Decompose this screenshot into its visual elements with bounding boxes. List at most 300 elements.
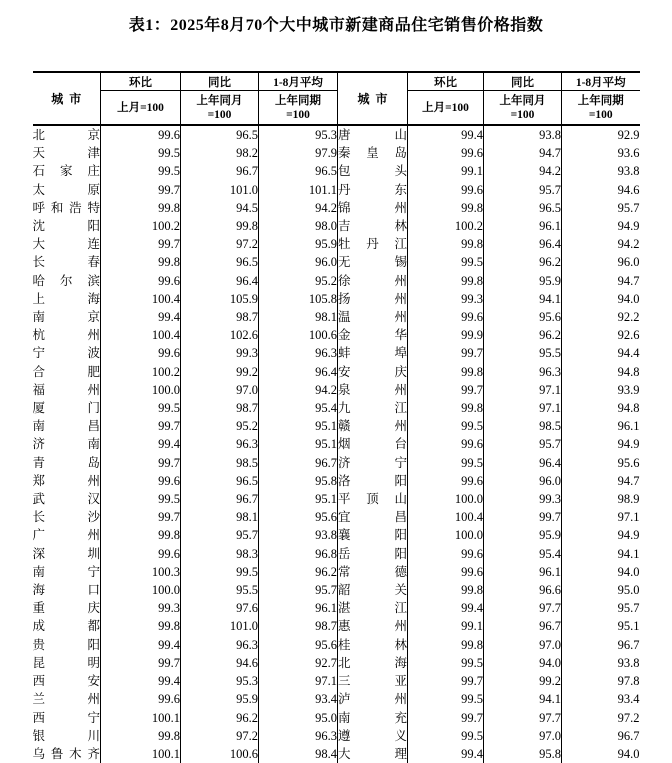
table-row — [33, 599, 640, 617]
avg-value-left: 95.1 — [259, 435, 338, 453]
table-row — [33, 745, 640, 763]
avg-value-right: 93.8 — [617, 164, 640, 179]
mom-value-right: 100.0 — [408, 526, 484, 544]
city-name-left: 北京 — [33, 125, 101, 144]
table-row — [33, 454, 640, 472]
mom-value-right: 99.8 — [408, 581, 484, 599]
yoy-value-left: 96.7 — [181, 490, 259, 508]
city-name-left: 乌鲁木齐 — [33, 745, 101, 763]
avg-value-right: 95.6 — [617, 455, 640, 470]
city-name-left: 西安 — [33, 672, 101, 690]
yoy-value-left: 101.0 — [181, 617, 259, 635]
table-row — [33, 308, 640, 326]
table-row — [33, 181, 640, 199]
avg-value-left: 92.7 — [259, 654, 338, 672]
city-name-left: 青岛 — [33, 454, 101, 472]
city-name-left: 郑州 — [33, 472, 101, 490]
yoy-value-left: 100.6 — [181, 745, 259, 763]
avg-value-left: 95.7 — [259, 581, 338, 599]
header-yoy-left: 同比 — [181, 72, 259, 91]
avg-value-left: 95.9 — [259, 235, 338, 253]
table-row — [33, 272, 640, 290]
table-row — [33, 162, 640, 180]
avg-value-left: 101.1 — [259, 181, 338, 199]
table-row — [33, 399, 640, 417]
avg-value-left: 98.7 — [259, 617, 338, 635]
avg-value-right: 94.0 — [617, 746, 640, 761]
header-avg-base-right: 上年同期 =100 — [562, 91, 640, 126]
avg-value-left: 96.3 — [259, 727, 338, 745]
city-name-right: 三亚 — [338, 672, 408, 690]
table-row — [33, 344, 640, 362]
mom-value-left: 99.4 — [101, 435, 181, 453]
header-row-base — [33, 91, 640, 126]
avg-value-right: 92.2 — [617, 310, 640, 325]
yoy-value-right: 97.0 — [484, 727, 562, 745]
avg-value-left: 97.1 — [259, 672, 338, 690]
mom-value-right: 99.4 — [408, 125, 484, 144]
yoy-value-left: 98.2 — [181, 144, 259, 162]
yoy-value-right: 97.7 — [484, 599, 562, 617]
mom-value-left: 99.8 — [101, 199, 181, 217]
avg-value-left: 94.2 — [259, 381, 338, 399]
yoy-value-right: 94.1 — [484, 690, 562, 708]
city-name-right: 包头 — [338, 162, 408, 180]
table-row — [33, 636, 640, 654]
avg-value-right: 98.9 — [617, 492, 640, 507]
city-name-right: 无锡 — [338, 253, 408, 271]
city-name-left: 武汉 — [33, 490, 101, 508]
yoy-value-left: 96.5 — [181, 253, 259, 271]
yoy-value-left: 96.2 — [181, 709, 259, 727]
price-index-table — [33, 71, 640, 763]
avg-value-right: 94.4 — [617, 346, 640, 361]
table-row — [33, 727, 640, 745]
avg-value-left: 95.6 — [259, 636, 338, 654]
city-name-left: 海口 — [33, 581, 101, 599]
header-avg-left: 1-8月平均 — [259, 72, 338, 91]
city-name-right: 吉林 — [338, 217, 408, 235]
yoy-value-right: 96.1 — [484, 563, 562, 581]
yoy-value-right: 96.3 — [484, 363, 562, 381]
yoy-value-left: 98.3 — [181, 545, 259, 563]
city-name-right: 唐山 — [338, 125, 408, 144]
mom-value-left: 99.7 — [101, 654, 181, 672]
mom-value-left: 99.5 — [101, 162, 181, 180]
table-row — [33, 581, 640, 599]
yoy-value-right: 96.1 — [484, 217, 562, 235]
header-avg-right: 1-8月平均 — [562, 72, 640, 91]
avg-value-right: 94.9 — [617, 219, 640, 234]
city-name-right: 常德 — [338, 563, 408, 581]
city-name-right: 扬州 — [338, 290, 408, 308]
avg-value-left: 98.1 — [259, 308, 338, 326]
yoy-value-right: 95.9 — [484, 526, 562, 544]
table-row — [33, 472, 640, 490]
city-name-left: 天津 — [33, 144, 101, 162]
table-row — [33, 417, 640, 435]
city-name-left: 银川 — [33, 727, 101, 745]
avg-value-right: 94.6 — [617, 182, 640, 197]
avg-value-right: 94.7 — [617, 473, 640, 488]
yoy-value-right: 96.0 — [484, 472, 562, 490]
mom-value-left: 100.4 — [101, 326, 181, 344]
city-name-right: 烟台 — [338, 435, 408, 453]
avg-value-left: 95.1 — [259, 490, 338, 508]
yoy-value-right: 99.7 — [484, 508, 562, 526]
avg-value-right: 95.7 — [617, 200, 640, 215]
avg-value-right: 96.1 — [617, 419, 640, 434]
city-name-left: 南昌 — [33, 417, 101, 435]
city-name-right: 金华 — [338, 326, 408, 344]
table-row — [33, 253, 640, 271]
table-row — [33, 690, 640, 708]
city-name-right: 九江 — [338, 399, 408, 417]
city-name-left: 石家庄 — [33, 162, 101, 180]
table-row — [33, 709, 640, 727]
yoy-value-right: 94.0 — [484, 654, 562, 672]
city-name-left: 昆明 — [33, 654, 101, 672]
mom-value-left: 99.3 — [101, 599, 181, 617]
yoy-value-right: 94.1 — [484, 290, 562, 308]
yoy-value-left: 95.3 — [181, 672, 259, 690]
mom-value-left: 99.6 — [101, 545, 181, 563]
city-name-right: 遵义 — [338, 727, 408, 745]
mom-value-right: 99.5 — [408, 727, 484, 745]
avg-value-right: 94.8 — [617, 364, 640, 379]
mom-value-left: 99.6 — [101, 125, 181, 144]
mom-value-right: 99.1 — [408, 617, 484, 635]
yoy-value-left: 96.5 — [181, 472, 259, 490]
city-name-right: 锦州 — [338, 199, 408, 217]
yoy-value-left: 98.7 — [181, 399, 259, 417]
yoy-value-left: 99.2 — [181, 363, 259, 381]
mom-value-right: 99.6 — [408, 545, 484, 563]
city-name-right: 大理 — [338, 745, 408, 763]
avg-value-right: 96.0 — [617, 255, 640, 270]
city-name-left: 长沙 — [33, 508, 101, 526]
yoy-value-right: 94.2 — [484, 162, 562, 180]
avg-value-right: 94.2 — [617, 237, 640, 252]
mom-value-right: 99.6 — [408, 144, 484, 162]
city-name-left: 杭州 — [33, 326, 101, 344]
yoy-value-left: 95.7 — [181, 526, 259, 544]
yoy-value-left: 98.7 — [181, 308, 259, 326]
mom-value-left: 100.3 — [101, 563, 181, 581]
yoy-value-left: 98.1 — [181, 508, 259, 526]
table-row — [33, 654, 640, 672]
city-name-right: 牡丹江 — [338, 235, 408, 253]
city-name-right: 南充 — [338, 709, 408, 727]
mom-value-left: 99.5 — [101, 399, 181, 417]
mom-value-right: 99.8 — [408, 636, 484, 654]
yoy-value-right: 95.9 — [484, 272, 562, 290]
mom-value-right: 99.5 — [408, 690, 484, 708]
mom-value-right: 99.8 — [408, 399, 484, 417]
avg-value-right: 97.2 — [617, 710, 640, 725]
city-name-left: 宁波 — [33, 344, 101, 362]
yoy-value-left: 98.5 — [181, 454, 259, 472]
yoy-value-right: 96.2 — [484, 253, 562, 271]
yoy-value-left: 97.6 — [181, 599, 259, 617]
avg-value-left: 95.2 — [259, 272, 338, 290]
mom-value-right: 99.3 — [408, 290, 484, 308]
mom-value-right: 99.4 — [408, 599, 484, 617]
city-name-right: 徐州 — [338, 272, 408, 290]
yoy-value-right: 97.1 — [484, 399, 562, 417]
mom-value-right: 100.4 — [408, 508, 484, 526]
table-row — [33, 381, 640, 399]
avg-value-right: 94.0 — [617, 564, 640, 579]
table-row — [33, 144, 640, 162]
avg-value-right: 95.1 — [617, 619, 640, 634]
mom-value-right: 99.7 — [408, 344, 484, 362]
avg-value-left: 96.2 — [259, 563, 338, 581]
city-name-right: 蚌埠 — [338, 344, 408, 362]
table-row — [33, 563, 640, 581]
yoy-value-left: 97.2 — [181, 235, 259, 253]
yoy-value-right: 94.7 — [484, 144, 562, 162]
mom-value-right: 99.1 — [408, 162, 484, 180]
mom-value-left: 100.1 — [101, 745, 181, 763]
city-name-right: 韶关 — [338, 581, 408, 599]
yoy-value-left: 102.6 — [181, 326, 259, 344]
avg-value-left: 97.9 — [259, 144, 338, 162]
yoy-value-right: 96.5 — [484, 199, 562, 217]
avg-value-right: 96.7 — [617, 637, 640, 652]
mom-value-left: 100.0 — [101, 381, 181, 399]
city-name-left: 呼和浩特 — [33, 199, 101, 217]
yoy-value-right: 98.5 — [484, 417, 562, 435]
mom-value-left: 99.7 — [101, 508, 181, 526]
city-name-right: 湛江 — [338, 599, 408, 617]
header-city-left: 城市 — [33, 72, 101, 125]
city-name-right: 桂林 — [338, 636, 408, 654]
avg-value-right: 93.9 — [617, 382, 640, 397]
table-row — [33, 617, 640, 635]
table-row — [33, 363, 640, 381]
avg-value-left: 98.0 — [259, 217, 338, 235]
avg-value-left: 96.7 — [259, 454, 338, 472]
mom-value-left: 99.8 — [101, 526, 181, 544]
avg-value-left: 105.8 — [259, 290, 338, 308]
avg-value-left: 96.1 — [259, 599, 338, 617]
yoy-value-left: 96.7 — [181, 162, 259, 180]
avg-value-left: 100.6 — [259, 326, 338, 344]
yoy-value-right: 99.3 — [484, 490, 562, 508]
table-row — [33, 326, 640, 344]
mom-value-right: 99.5 — [408, 454, 484, 472]
yoy-value-left: 99.5 — [181, 563, 259, 581]
avg-value-left: 96.4 — [259, 363, 338, 381]
table-row — [33, 508, 640, 526]
city-name-right: 赣州 — [338, 417, 408, 435]
table-row — [33, 199, 640, 217]
avg-value-left: 96.5 — [259, 162, 338, 180]
table-row — [33, 235, 640, 253]
city-name-left: 长春 — [33, 253, 101, 271]
yoy-value-right: 95.5 — [484, 344, 562, 362]
city-name-left: 成都 — [33, 617, 101, 635]
city-name-left: 合肥 — [33, 363, 101, 381]
city-name-left: 沈阳 — [33, 217, 101, 235]
mom-value-left: 100.2 — [101, 363, 181, 381]
table-row — [33, 435, 640, 453]
mom-value-left: 99.6 — [101, 344, 181, 362]
avg-value-left: 93.8 — [259, 526, 338, 544]
city-name-right: 济宁 — [338, 454, 408, 472]
mom-value-left: 99.8 — [101, 727, 181, 745]
table-row — [33, 290, 640, 308]
header-yoy-base-right: 上年同月 =100 — [484, 91, 562, 126]
avg-value-right: 97.1 — [617, 510, 640, 525]
yoy-value-left: 96.3 — [181, 435, 259, 453]
mom-value-right: 99.8 — [408, 272, 484, 290]
mom-value-right: 99.5 — [408, 417, 484, 435]
city-name-right: 平顶山 — [338, 490, 408, 508]
yoy-value-left: 97.0 — [181, 381, 259, 399]
city-name-left: 太原 — [33, 181, 101, 199]
yoy-value-right: 96.7 — [484, 617, 562, 635]
city-name-right: 安庆 — [338, 363, 408, 381]
yoy-value-left: 95.9 — [181, 690, 259, 708]
header-mom-left: 环比 — [101, 72, 181, 91]
avg-value-left: 95.8 — [259, 472, 338, 490]
yoy-value-left: 95.5 — [181, 581, 259, 599]
yoy-value-right: 96.6 — [484, 581, 562, 599]
yoy-value-right: 93.8 — [484, 125, 562, 144]
city-name-left: 广州 — [33, 526, 101, 544]
header-avg-base-left: 上年同期 =100 — [259, 91, 338, 126]
city-name-right: 北海 — [338, 654, 408, 672]
avg-value-right: 93.8 — [617, 655, 640, 670]
yoy-value-left: 97.2 — [181, 727, 259, 745]
avg-value-left: 95.0 — [259, 709, 338, 727]
avg-value-right: 93.6 — [617, 146, 640, 161]
city-name-right: 岳阳 — [338, 545, 408, 563]
mom-value-left: 99.7 — [101, 235, 181, 253]
avg-value-right: 94.8 — [617, 401, 640, 416]
city-name-left: 贵阳 — [33, 636, 101, 654]
table-title: 表1：2025年8月70个大中城市新建商品住宅销售价格指数 — [128, 17, 544, 34]
yoy-value-right: 99.2 — [484, 672, 562, 690]
city-name-right: 宜昌 — [338, 508, 408, 526]
city-name-right: 洛阳 — [338, 472, 408, 490]
yoy-value-left: 96.4 — [181, 272, 259, 290]
yoy-value-right: 97.1 — [484, 381, 562, 399]
mom-value-left: 99.7 — [101, 181, 181, 199]
yoy-value-right: 96.4 — [484, 454, 562, 472]
yoy-value-left: 101.0 — [181, 181, 259, 199]
city-name-left: 福州 — [33, 381, 101, 399]
avg-value-right: 94.9 — [617, 528, 640, 543]
city-name-left: 西宁 — [33, 709, 101, 727]
header-row-top — [33, 72, 640, 91]
mom-value-left: 99.8 — [101, 617, 181, 635]
mom-value-right: 99.5 — [408, 654, 484, 672]
city-name-left: 兰州 — [33, 690, 101, 708]
table-row — [33, 125, 640, 144]
avg-value-right: 93.4 — [617, 692, 640, 707]
city-name-right: 襄阳 — [338, 526, 408, 544]
header-yoy-base-left: 上年同月 =100 — [181, 91, 259, 126]
mom-value-left: 99.5 — [101, 144, 181, 162]
avg-value-right: 94.0 — [617, 291, 640, 306]
avg-value-left: 96.3 — [259, 344, 338, 362]
city-name-right: 泸州 — [338, 690, 408, 708]
mom-value-left: 99.7 — [101, 454, 181, 472]
yoy-value-right: 96.4 — [484, 235, 562, 253]
avg-value-right: 96.7 — [617, 728, 640, 743]
avg-value-left: 95.1 — [259, 417, 338, 435]
yoy-value-right: 96.2 — [484, 326, 562, 344]
header-mom-base-left: 上月=100 — [101, 91, 181, 126]
city-name-left: 南宁 — [33, 563, 101, 581]
mom-value-left: 100.1 — [101, 709, 181, 727]
header-city-right: 城市 — [338, 72, 408, 125]
table-row — [33, 545, 640, 563]
mom-value-left: 100.2 — [101, 217, 181, 235]
avg-value-left: 96.8 — [259, 545, 338, 563]
mom-value-left: 100.0 — [101, 581, 181, 599]
table-row — [33, 672, 640, 690]
table-header — [33, 72, 640, 125]
yoy-value-left: 94.5 — [181, 199, 259, 217]
city-name-left: 重庆 — [33, 599, 101, 617]
mom-value-right: 99.7 — [408, 709, 484, 727]
mom-value-right: 99.9 — [408, 326, 484, 344]
city-name-left: 南京 — [33, 308, 101, 326]
city-name-left: 深圳 — [33, 545, 101, 563]
mom-value-right: 99.8 — [408, 235, 484, 253]
yoy-value-right: 95.7 — [484, 181, 562, 199]
city-name-right: 温州 — [338, 308, 408, 326]
mom-value-right: 99.6 — [408, 435, 484, 453]
mom-value-right: 99.7 — [408, 381, 484, 399]
yoy-value-left: 94.6 — [181, 654, 259, 672]
mom-value-right: 99.5 — [408, 253, 484, 271]
yoy-value-left: 95.2 — [181, 417, 259, 435]
city-name-right: 秦皇岛 — [338, 144, 408, 162]
avg-value-right: 95.0 — [617, 583, 640, 598]
avg-value-left: 95.3 — [259, 125, 338, 144]
mom-value-left: 99.6 — [101, 472, 181, 490]
avg-value-left: 94.2 — [259, 199, 338, 217]
city-name-left: 大连 — [33, 235, 101, 253]
avg-value-left: 95.4 — [259, 399, 338, 417]
yoy-value-left: 96.5 — [181, 125, 259, 144]
mom-value-right: 99.8 — [408, 363, 484, 381]
header-yoy-right: 同比 — [484, 72, 562, 91]
yoy-value-right: 97.7 — [484, 709, 562, 727]
mom-value-left: 99.7 — [101, 417, 181, 435]
mom-value-right: 100.2 — [408, 217, 484, 235]
mom-value-left: 99.4 — [101, 308, 181, 326]
mom-value-left: 99.6 — [101, 272, 181, 290]
mom-value-left: 99.4 — [101, 636, 181, 654]
mom-value-right: 99.6 — [408, 308, 484, 326]
avg-value-right: 94.7 — [617, 273, 640, 288]
city-name-left: 上海 — [33, 290, 101, 308]
mom-value-right: 99.4 — [408, 745, 484, 763]
table-row — [33, 526, 640, 544]
mom-value-right: 99.6 — [408, 563, 484, 581]
avg-value-right: 97.8 — [617, 674, 640, 689]
city-name-left: 济南 — [33, 435, 101, 453]
yoy-value-right: 95.6 — [484, 308, 562, 326]
avg-value-right: 92.6 — [617, 328, 640, 343]
table-body — [33, 125, 640, 763]
